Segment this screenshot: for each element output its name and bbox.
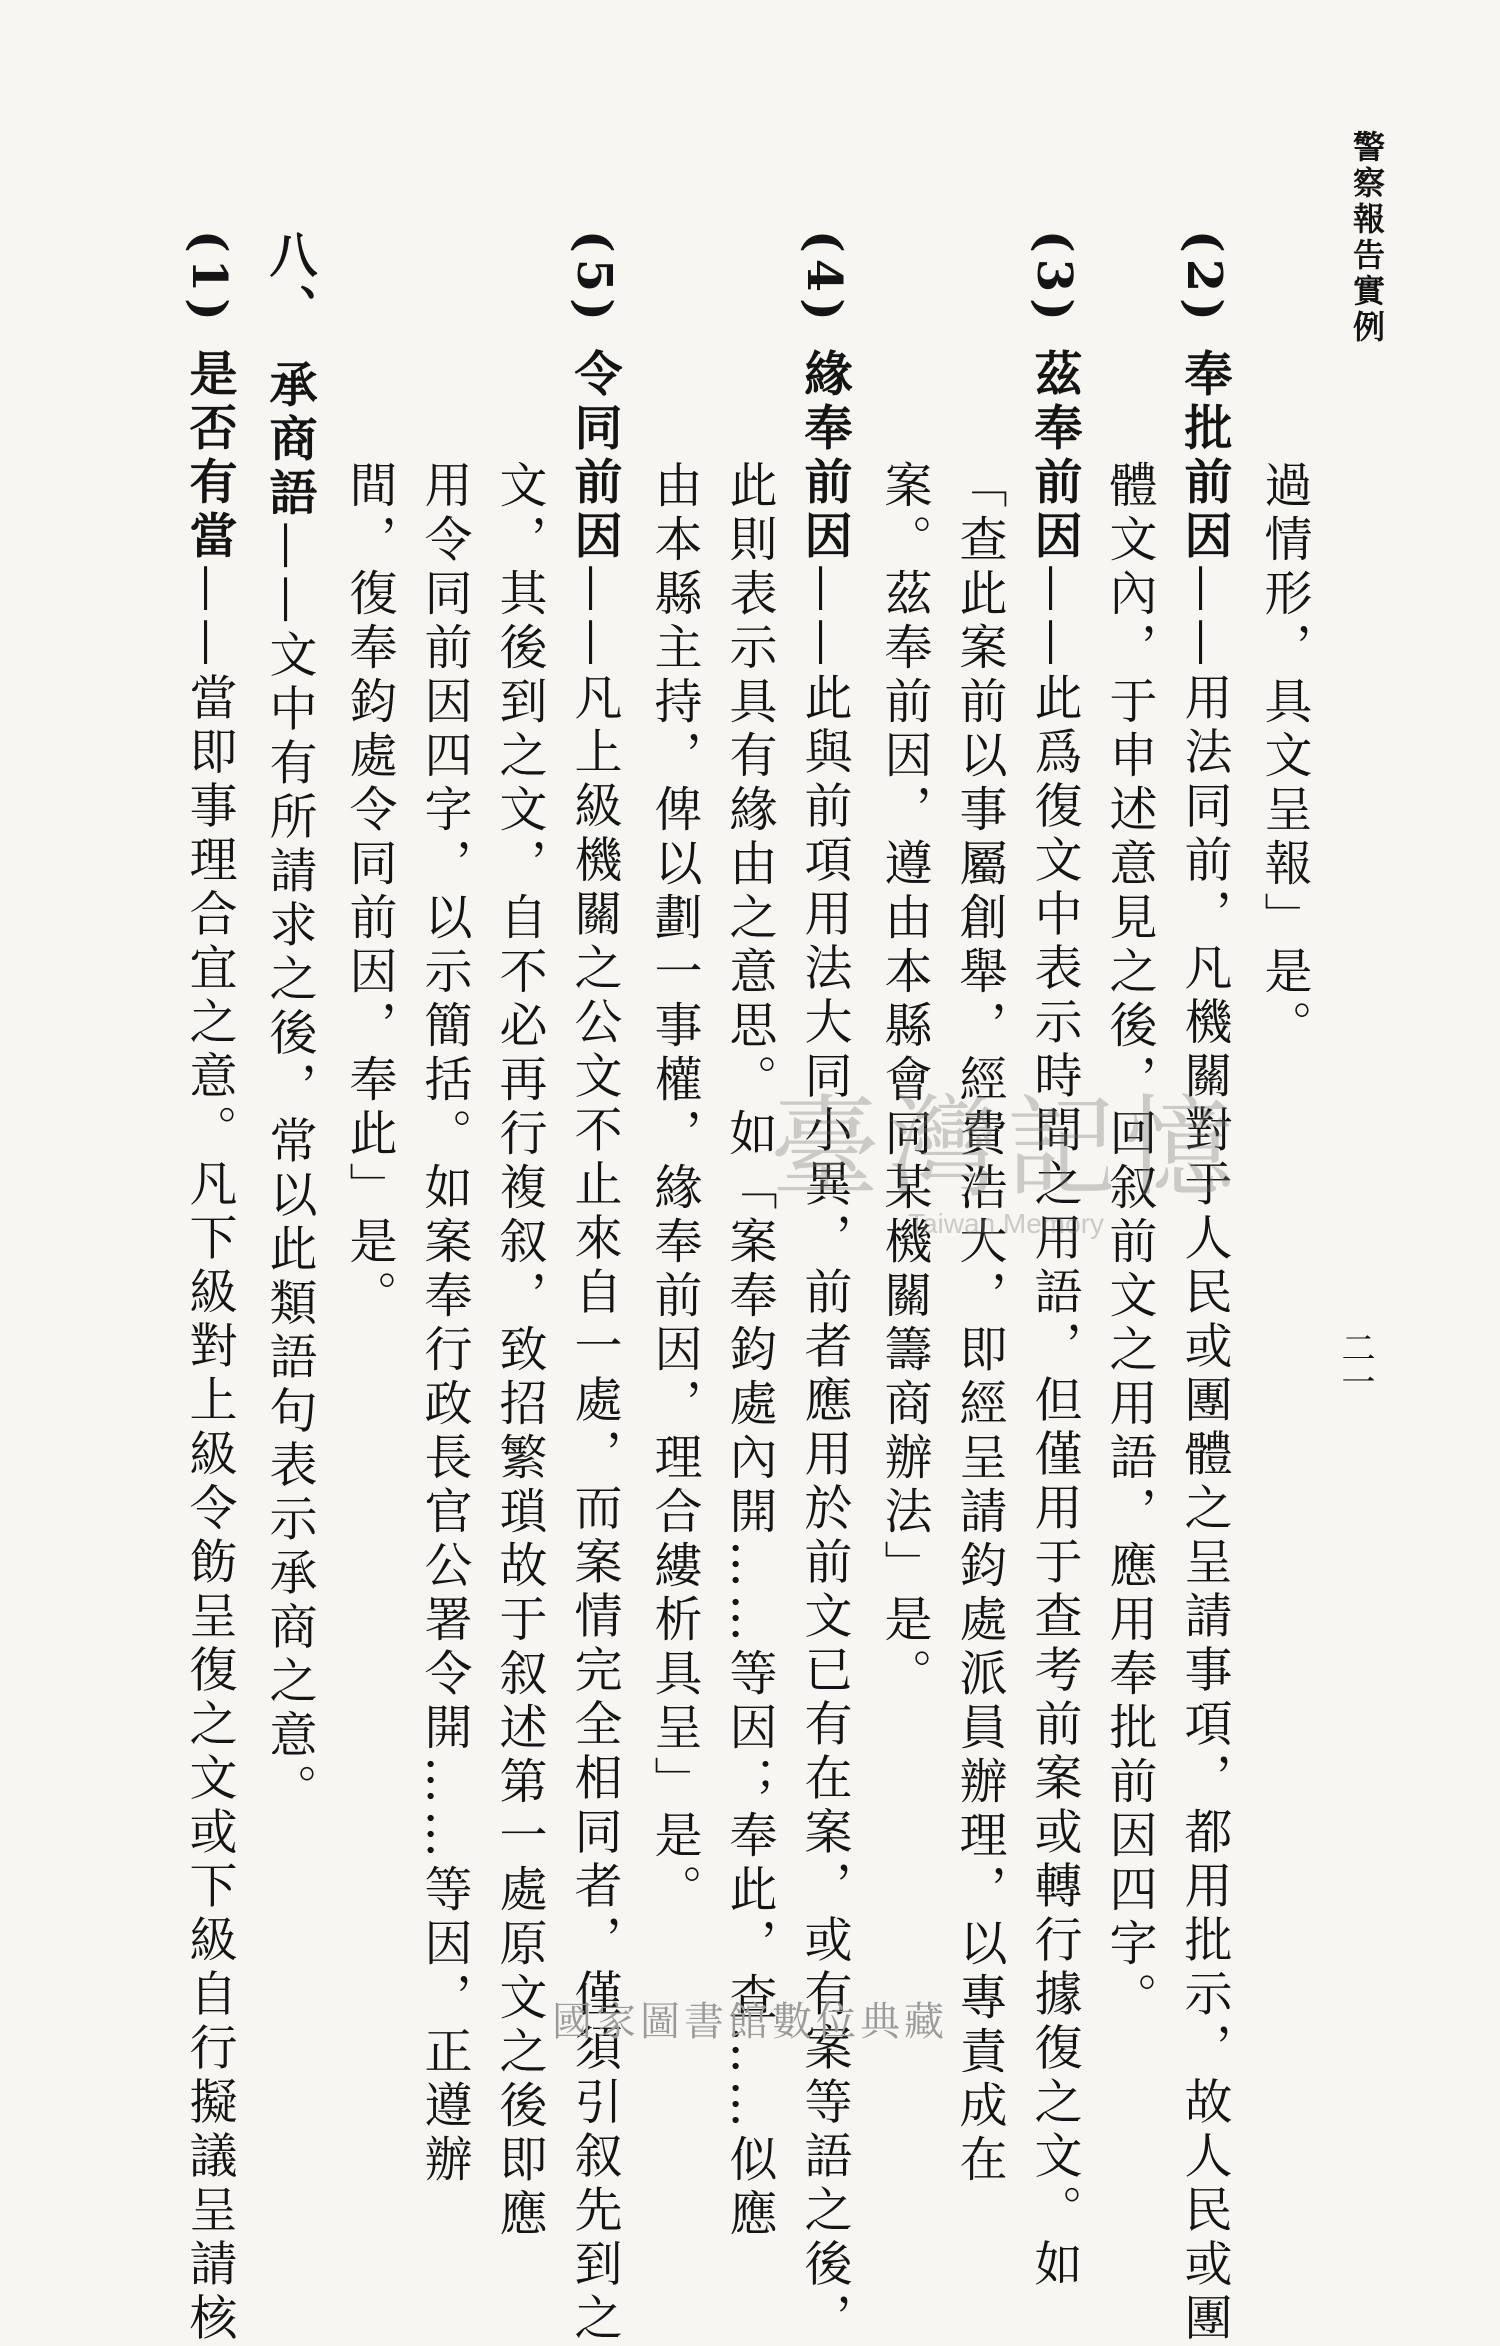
item-term: 緣奉前因 [796, 348, 852, 565]
column-text: ——此爲復文中表示時間之用語，但僅用于查考前案或轉行據復之文。如 [1026, 564, 1082, 2293]
footer-caption: 國家圖書館數位典藏 [552, 1999, 948, 2045]
item-number: (5) [566, 230, 622, 327]
column-text: 「查此案前以事屬創舉，經費浩大，即經呈請鈞處派員辦理，以專責成在 [951, 460, 1007, 2188]
item-number: (3) [1026, 230, 1082, 327]
column-text: ——凡上級機關之公文不止來自一處，而案情完全相同者，僅須引叙先到之 [566, 564, 622, 2346]
column-text: 間，復奉鈞處令同前因，奉此」是。 [341, 460, 397, 1324]
text-column [645, 460, 703, 1918]
item-term: 茲奉前因 [1026, 348, 1082, 565]
column-text: 由本縣主持，俾以劃一事權，緣奉前因，理合縷析具呈」是。 [646, 460, 702, 1918]
text-column [1255, 460, 1313, 1054]
item-term: 是否有當 [181, 348, 237, 565]
column-text: ——用法同前，凡機關對于人民或團體之呈請事項，都用批示，故人民或團 [1176, 564, 1232, 2346]
text-column [340, 460, 398, 1324]
column-text: 體文內，于申述意見之後，回叙前文之用語，應用奉批前因四字。 [1101, 460, 1157, 2026]
section-heading [260, 230, 318, 1817]
text-column [1025, 230, 1083, 2292]
watermark-sub: Taiwan Memory [907, 1208, 1105, 1239]
running-title: 警察報告實例 [1348, 130, 1386, 346]
column-text: 案。茲奉前因，遵由本縣會同某機關籌商辦法」是。 [876, 460, 932, 1702]
text-column [415, 460, 473, 2188]
item-number: (1) [181, 230, 237, 327]
text-column [950, 460, 1008, 2188]
section-term: 承商語 [261, 359, 317, 522]
column-text: ——此與前項用法大同小異，前者應用於前文已有在案，或有案等語之後， [796, 564, 852, 2346]
text-column [490, 460, 548, 2242]
item-term: 奉批前因 [1176, 348, 1232, 565]
text-column [1100, 460, 1158, 2026]
column-text: ——當即事理合宜之意。凡下級對上級令飭呈復之文或下級自行擬議呈請核 [181, 564, 237, 2346]
column-text: ——文中有所請求之後，常以此類語句表示承商之意。 [261, 521, 317, 1818]
page-number: 二一 [1335, 1330, 1375, 1398]
watermark-main: 臺灣記憶 [770, 1084, 1242, 1212]
column-text: 文，其後到之文，自不必再行複叙，致招繁瑣故于叙述第一處原文之後即應 [491, 460, 547, 2242]
item-number: (4) [796, 230, 852, 327]
item-term: 令同前因 [566, 348, 622, 565]
column-text: 此則表示具有緣由之意思。如「案奉鈞處內開……等因；奉此，查……似應 [721, 460, 777, 2242]
item-number: (2) [1176, 230, 1232, 327]
column-text: 過情形，具文呈報」是。 [1256, 460, 1312, 1054]
column-text: 用令同前因四字，以示簡括。如案奉行政長官公署令開……等因，正遵辦 [416, 460, 472, 2188]
section-number: 八、 [261, 230, 317, 338]
text-column [720, 460, 778, 2242]
watermark-logo [770, 1060, 1242, 1240]
